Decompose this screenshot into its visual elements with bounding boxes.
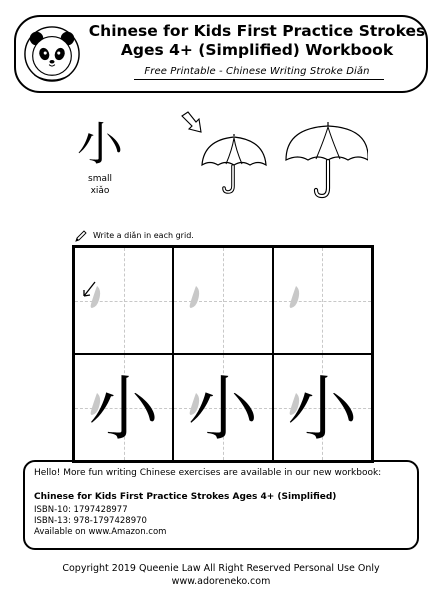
availability-text: Available on www.Amazon.com	[34, 527, 167, 537]
umbrella-illustration	[178, 110, 368, 200]
panda-icon	[23, 25, 81, 83]
dot-stroke-guide	[188, 284, 202, 310]
practice-cell[interactable]	[273, 354, 372, 461]
header-title-line2: Ages 4+ (Simplified) Workbook	[120, 41, 394, 59]
header-subtitle: Free Printable - Chinese Writing Stroke Diǎn	[144, 66, 370, 77]
isbn-13: ISBN-13: 978-1797428970	[34, 516, 147, 526]
arrow-icon	[182, 112, 201, 132]
header-divider	[134, 79, 384, 80]
character-meaning: small	[88, 174, 112, 184]
practice-cell[interactable]	[74, 354, 173, 461]
isbn-10: ISBN-10: 1797428977	[34, 505, 128, 515]
book-title: Chinese for Kids First Practice Strokes Ages 4+ (Simplified)	[34, 492, 337, 502]
dot-stroke-guide	[288, 284, 302, 310]
umbrella-large-icon	[286, 122, 368, 196]
practice-character: 小	[88, 368, 159, 450]
info-box	[23, 460, 419, 550]
header-box	[14, 15, 428, 93]
info-intro: Hello! More fun writing Chinese exercises are available in our new workbook:	[34, 468, 382, 478]
main-character: 小	[77, 117, 123, 171]
practice-cell[interactable]	[173, 354, 272, 461]
copyright-text: Copyright 2019 Queenie Law All Right Reserved Personal Use Only	[62, 563, 380, 574]
practice-grid	[72, 245, 374, 463]
practice-cell[interactable]	[74, 247, 173, 354]
instruction-text: Write a diǎn in each grid.	[93, 231, 194, 240]
character-pinyin: xiǎo	[90, 186, 110, 196]
practice-cell[interactable]	[273, 247, 372, 354]
header-title-line1: Chinese for Kids First Practice Strokes	[88, 22, 426, 40]
practice-character: 小	[187, 368, 258, 450]
practice-cell[interactable]	[173, 247, 272, 354]
header-title	[88, 22, 426, 60]
website-link[interactable]: www.adoreneko.com	[171, 576, 271, 587]
umbrella-small-icon	[202, 134, 266, 192]
pencil-icon	[74, 229, 88, 243]
practice-character: 小	[287, 368, 358, 450]
stroke-direction-arrow-icon	[81, 280, 97, 300]
